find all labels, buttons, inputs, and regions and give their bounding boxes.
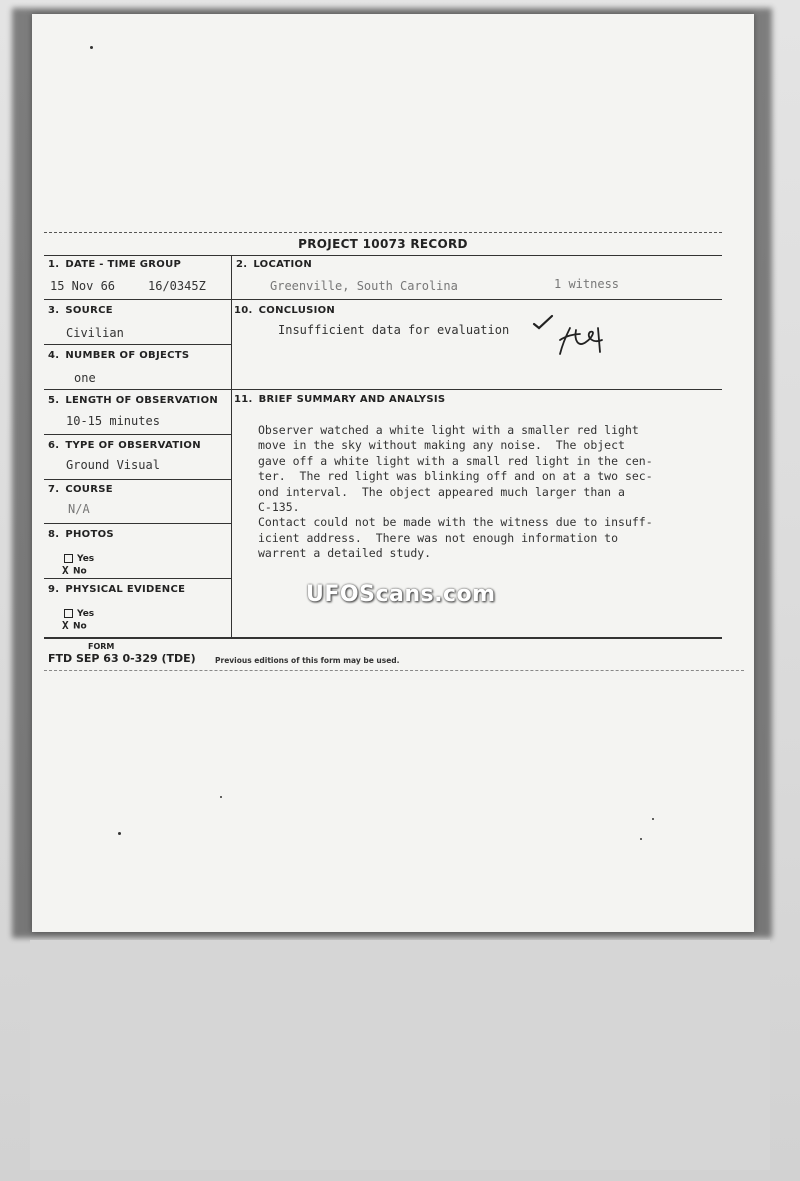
- row-divider: [44, 344, 231, 345]
- row-divider: [44, 434, 231, 435]
- type-of-observation-value: Ground Visual: [66, 458, 160, 472]
- location-value: Greenville, South Carolina: [270, 279, 458, 293]
- summary-label: 11. BRIEF SUMMARY AND ANALYSIS: [234, 394, 446, 405]
- source-label: 3. SOURCE: [48, 305, 113, 316]
- checkbox-marked-icon: X: [62, 619, 69, 632]
- row-divider: [231, 299, 722, 300]
- photos-yes-option: Yes: [64, 553, 94, 565]
- record-form: [44, 232, 722, 639]
- photos-no-option: X No: [62, 564, 87, 577]
- course-label: 7. COURSE: [48, 484, 113, 495]
- source-value: Civilian: [66, 326, 124, 340]
- checkbox-marked-icon: X: [62, 564, 69, 577]
- handwritten-initials: [556, 322, 616, 358]
- date-value: 15 Nov 66: [50, 279, 116, 293]
- lower-sheet: [30, 940, 770, 1170]
- location-label: 2. LOCATION: [236, 259, 312, 270]
- footer-note: Previous editions of this form may be used.: [215, 656, 400, 665]
- physical-evidence-yes-option: Yes: [64, 608, 94, 620]
- row-divider: [44, 523, 231, 524]
- form-title: PROJECT 10073 RECORD: [44, 233, 722, 256]
- dust-speck: [640, 838, 642, 840]
- conclusion-value: Insufficient data for evaluation: [278, 323, 510, 337]
- number-of-objects-value: one: [74, 371, 96, 385]
- photos-label: 8. PHOTOS: [48, 529, 114, 540]
- checkbox-empty-icon: [64, 609, 73, 618]
- footer-rule: [44, 670, 744, 671]
- column-divider: [231, 255, 232, 637]
- physical-evidence-no-option: X No: [62, 619, 87, 632]
- type-of-observation-label: 6. TYPE OF OBSERVATION: [48, 440, 201, 451]
- dust-speck: [118, 832, 121, 835]
- row-divider: [44, 389, 722, 390]
- witness-count: 1 witness: [554, 277, 620, 291]
- watermark: UFOScans.com: [306, 582, 496, 607]
- date-time-label: 1. DATE - TIME GROUP: [48, 259, 182, 270]
- conclusion-label: 10. CONCLUSION: [234, 305, 336, 316]
- footer-form-word: FORM: [88, 642, 115, 651]
- physical-evidence-label: 9. PHYSICAL EVIDENCE: [48, 584, 186, 595]
- length-of-observation-value: 10-15 minutes: [66, 414, 160, 428]
- time-value: 16/0345Z: [148, 279, 206, 293]
- length-of-observation-label: 5. LENGTH OF OBSERVATION: [48, 395, 219, 406]
- dust-speck: [220, 796, 222, 798]
- row-divider: [44, 299, 231, 300]
- dust-speck: [652, 818, 654, 820]
- row-divider: [44, 578, 231, 579]
- checkbox-empty-icon: [64, 554, 73, 563]
- course-value: N/A: [68, 502, 90, 516]
- footer-form-code: FTD SEP 63 0-329 (TDE): [48, 652, 196, 665]
- row-divider: [44, 479, 231, 480]
- summary-text: Observer watched a white light with a smaller red light move in the sky without making any noise. The object gave off a white light with a small red light in the cen- ter. The red light was blinking off and on at a two sec- ond interval. The object appeared much larger than a C-135. Contact could not be made with the witness due to insuff- icient address. There was not enough information to warrent a detailed study.: [258, 423, 653, 561]
- number-of-objects-label: 4. NUMBER OF OBJECTS: [48, 350, 190, 361]
- dust-speck: [90, 46, 93, 49]
- checkmark-icon: [532, 312, 554, 334]
